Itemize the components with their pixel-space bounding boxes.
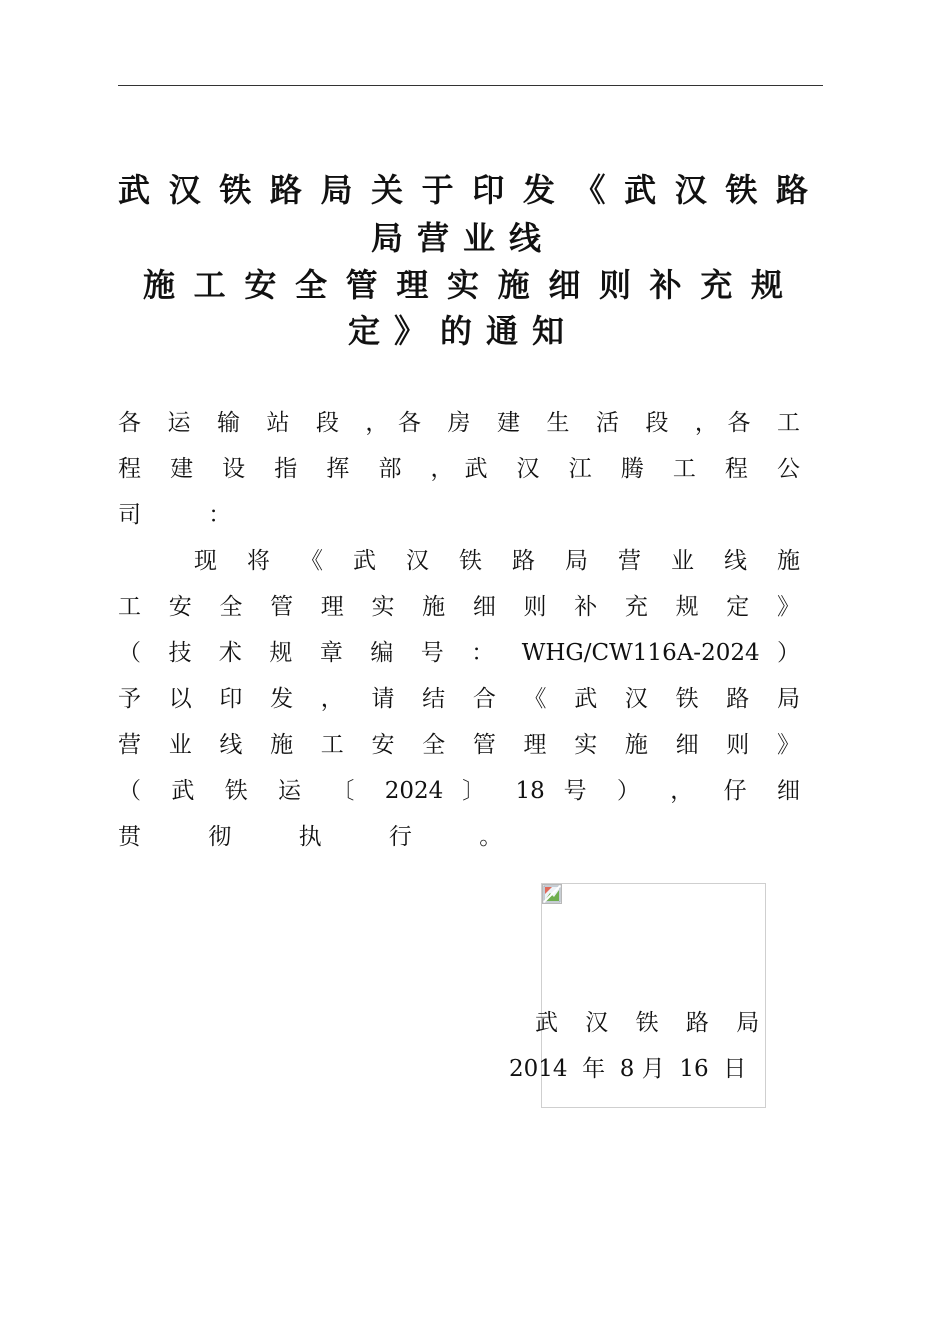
broken-image-icon bbox=[542, 884, 562, 904]
signature-org: 武 汉 铁 路 局 bbox=[535, 1010, 770, 1036]
signature-date: 2014 年 8 月 16 日 bbox=[509, 1056, 747, 1082]
body-line-8: 营 业 线 施 工 安 全 管 理 实 施 细 则 》 bbox=[118, 732, 800, 758]
title-line-1: 武汉铁路局关于印发《武汉铁路 bbox=[118, 171, 808, 209]
body-line-9: （ 武 铁 运 〔 2024 〕 18 号 ） ， 仔 细 bbox=[118, 778, 800, 804]
body-line-5: 工 安 全 管 理 实 施 细 则 补 充 规 定 》 bbox=[118, 594, 800, 620]
body-line-2: 程 建 设 指 挥 部 ，武 汉 江 腾 工 程 公 bbox=[118, 456, 800, 482]
body-line-4: 现 将 《 武 汉 铁 路 局 营 业 线 施 bbox=[194, 548, 800, 574]
body-line-6: （ 技 术 规 章 编 号 ： WHG/CW116A-2024 ） bbox=[118, 640, 800, 666]
title-line-2: 局营业线 bbox=[370, 219, 555, 257]
body-line-1: 各 运 输 站 段 ，各 房 建 生 活 段 ，各 工 bbox=[118, 410, 800, 436]
title-line-4: 定》的通知 bbox=[347, 312, 578, 350]
top-rule bbox=[118, 85, 823, 86]
body-line-7: 予 以 印 发 ， 请 结 合 《 武 汉 铁 路 局 bbox=[118, 686, 800, 712]
body-line-10: 贯 彻 执 行 。 bbox=[118, 824, 533, 850]
body-line-3: 司 ： bbox=[118, 502, 262, 528]
title-line-3: 施工安全管理实施细则补充规 bbox=[143, 266, 783, 304]
